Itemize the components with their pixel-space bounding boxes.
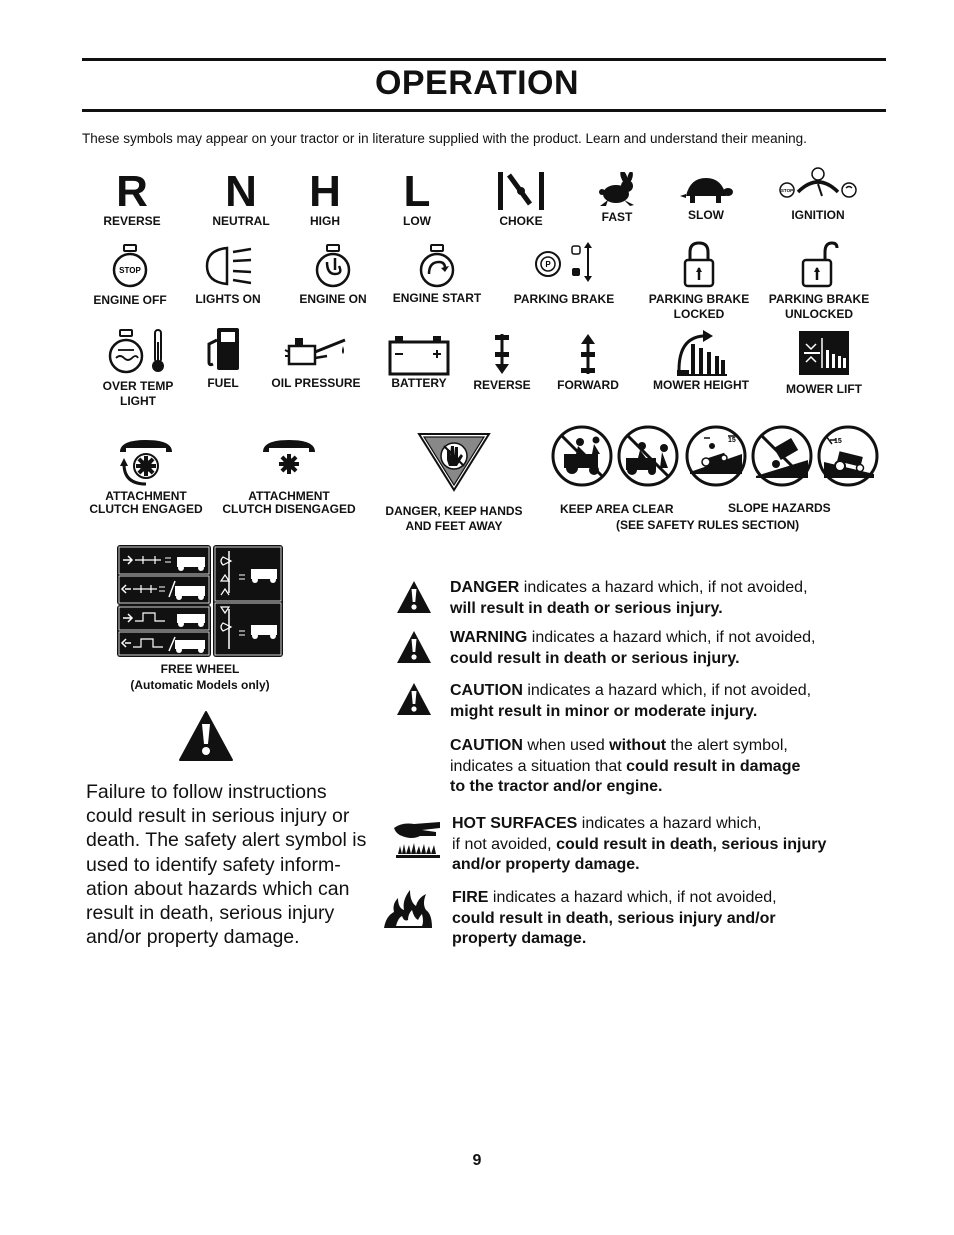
symbol-slow bbox=[676, 174, 736, 223]
warning-definition bbox=[450, 628, 816, 669]
hot-line2a: if not avoided, bbox=[452, 835, 557, 853]
symbol-oil-pressure bbox=[266, 332, 366, 391]
no-bystanders-icon bbox=[616, 424, 680, 488]
parking-brake-label: PARKING BRAKE bbox=[513, 292, 615, 306]
keep-area-clear-icons bbox=[550, 424, 880, 490]
danger-word: DANGER bbox=[450, 579, 520, 596]
svg-text:STOP: STOP bbox=[119, 266, 141, 275]
pb-unlocked-label-1: PARKING BRAKE bbox=[768, 292, 870, 306]
free-wheel-panel-1 bbox=[117, 545, 211, 605]
clutch-disengaged-label-2: CLUTCH DISENGAGED bbox=[222, 502, 356, 516]
symbol-engine-off bbox=[90, 244, 170, 308]
hot-surfaces-definition bbox=[452, 814, 826, 876]
intro-text: These symbols may appear on your tractor or in literature supplied with the product. Learn and understand their meaning. bbox=[82, 131, 807, 146]
oil-pressure-label: OIL PRESSURE bbox=[271, 376, 361, 390]
page-title: OPERATION bbox=[374, 64, 580, 102]
hot-line2b: could result in death, serious injury bbox=[556, 835, 827, 853]
top-rule bbox=[82, 58, 886, 61]
fire-icon bbox=[382, 886, 434, 930]
caution-no-symbol-definition bbox=[450, 736, 800, 798]
symbol-clutch-engaged bbox=[84, 436, 208, 516]
clutch-engaged-label-1: ATTACHMENT bbox=[105, 489, 187, 503]
hot-word: HOT SURFACES bbox=[452, 815, 578, 832]
reverse-arrow-icon bbox=[489, 332, 515, 376]
symbol-ignition bbox=[776, 166, 860, 223]
danger-rest: indicates a hazard which, if not avoided, bbox=[519, 579, 808, 596]
caution2-line3: to the tractor and/or engine. bbox=[450, 778, 663, 795]
slope-tipping-icon bbox=[816, 424, 880, 488]
symbol-fuel bbox=[196, 326, 250, 391]
symbol-danger-hands bbox=[378, 432, 530, 534]
svg-text:STOP: STOP bbox=[780, 188, 794, 193]
symbol-mower-lift bbox=[780, 330, 868, 397]
no-riders-icon bbox=[550, 424, 614, 488]
symbol-pb-locked bbox=[644, 240, 754, 322]
caution-alert-icon bbox=[396, 682, 432, 716]
symbol-low bbox=[392, 167, 442, 229]
symbol-engine-start bbox=[388, 244, 486, 306]
svg-text:P: P bbox=[545, 260, 551, 269]
hand-hazard-icon bbox=[417, 432, 491, 494]
lock-open-icon bbox=[799, 240, 839, 288]
fire-line2: could result in death, serious injury and/or bbox=[452, 909, 776, 927]
over-temp-label-2: LIGHT bbox=[120, 394, 156, 408]
pb-locked-label-2: LOCKED bbox=[673, 307, 725, 321]
symbol-parking-brake bbox=[508, 240, 620, 307]
symbol-fast bbox=[592, 172, 642, 225]
danger-consequence: will result in death or serious injury. bbox=[450, 599, 723, 617]
battery-label: BATTERY bbox=[391, 376, 447, 390]
danger-alert-icon bbox=[396, 580, 432, 614]
engine-off-label: ENGINE OFF bbox=[93, 293, 167, 307]
symbol-over-temp bbox=[96, 328, 180, 409]
slope-sideways-icon bbox=[750, 424, 814, 488]
forward-arrow-icon bbox=[575, 332, 601, 376]
warning-consequence: could result in death or serious injury. bbox=[450, 649, 740, 667]
engine-on-icon bbox=[313, 244, 353, 288]
mower-lift-icon bbox=[798, 330, 850, 376]
clutch-disengaged-label-1: ATTACHMENT bbox=[248, 489, 330, 503]
caution2-line2b: could result in damage bbox=[626, 757, 801, 775]
reverse-label: REVERSE bbox=[103, 214, 161, 228]
symbol-lights-on bbox=[192, 244, 264, 307]
battery-icon bbox=[387, 334, 451, 376]
free-wheel-label-2: (Automatic Models only) bbox=[130, 678, 270, 692]
caution2-word: CAUTION bbox=[450, 737, 523, 754]
caution2-mid2: the alert symbol, bbox=[666, 737, 788, 754]
neutral-glyph: N bbox=[225, 167, 257, 216]
engine-off-icon bbox=[110, 244, 150, 288]
safety-alert-icon bbox=[178, 710, 234, 762]
failure-warning-text: Failure to follow instructions could result in serious injury or death. The safety alert symbol is used to identify safety inform-ation about hazards which can result in death, serious injury and/or property damage. bbox=[86, 781, 367, 949]
symbol-reverse-dir bbox=[470, 332, 534, 393]
high-glyph: H bbox=[309, 167, 341, 216]
svg-text:15: 15 bbox=[728, 437, 736, 444]
choke-label: CHOKE bbox=[499, 214, 543, 228]
symbol-choke bbox=[490, 170, 552, 229]
caution-word: CAUTION bbox=[450, 682, 523, 699]
rabbit-icon bbox=[594, 172, 640, 208]
clutch-engaged-icon bbox=[116, 436, 176, 488]
symbol-neutral bbox=[206, 167, 276, 229]
caution2-mid1: when used bbox=[522, 737, 610, 754]
pb-unlocked-label-2: UNLOCKED bbox=[785, 307, 853, 321]
svg-text:15: 15 bbox=[834, 438, 842, 445]
forward-label: FORWARD bbox=[557, 378, 619, 392]
neutral-label: NEUTRAL bbox=[212, 214, 270, 228]
symbol-pb-unlocked bbox=[764, 240, 874, 322]
over-temp-label-1: OVER TEMP bbox=[102, 379, 174, 393]
slope-uphill-icon bbox=[684, 424, 748, 488]
danger-hands-label-1: DANGER, KEEP HANDS bbox=[385, 504, 523, 518]
high-label: HIGH bbox=[310, 214, 340, 228]
caution-definition bbox=[450, 681, 811, 722]
free-wheel-push-icon bbox=[117, 545, 211, 605]
engine-start-icon bbox=[417, 244, 457, 288]
danger-hands-label-2: AND FEET AWAY bbox=[405, 519, 503, 533]
fire-word: FIRE bbox=[452, 889, 489, 906]
parking-brake-icon bbox=[532, 240, 596, 284]
fire-rest: indicates a hazard which, if not avoided, bbox=[488, 889, 777, 906]
danger-definition bbox=[450, 578, 808, 619]
fuel-label: FUEL bbox=[207, 376, 239, 390]
warning-word: WARNING bbox=[450, 629, 528, 646]
fire-line3: property damage. bbox=[452, 930, 587, 947]
clutch-disengaged-icon bbox=[259, 436, 319, 488]
hot-line3: and/or property damage. bbox=[452, 856, 640, 873]
lights-on-label: LIGHTS ON bbox=[195, 292, 261, 306]
reverse-dir-label: REVERSE bbox=[473, 378, 531, 392]
pb-locked-label-1: PARKING BRAKE bbox=[648, 292, 750, 306]
symbol-forward bbox=[552, 332, 624, 393]
oil-can-icon bbox=[281, 332, 351, 370]
symbol-high bbox=[300, 167, 350, 229]
choke-icon bbox=[494, 170, 548, 212]
turtle-icon bbox=[678, 174, 734, 206]
free-wheel-tow-icon bbox=[117, 605, 211, 657]
warning-alert-icon bbox=[396, 630, 432, 664]
ignition-icon bbox=[776, 166, 860, 204]
headlight-icon bbox=[201, 244, 255, 288]
clutch-engaged-label-2: CLUTCH ENGAGED bbox=[89, 502, 203, 516]
engine-start-label: ENGINE START bbox=[392, 291, 482, 305]
free-wheel-label-1: FREE WHEEL bbox=[160, 662, 240, 676]
symbol-clutch-disengaged bbox=[218, 436, 360, 516]
slow-label: SLOW bbox=[688, 208, 724, 222]
warning-rest: indicates a hazard which, if not avoided, bbox=[527, 629, 816, 646]
fuel-pump-icon bbox=[203, 326, 243, 372]
free-wheel-panel-2 bbox=[117, 605, 211, 657]
slope-hazards-label: SLOPE HAZARDS bbox=[728, 501, 831, 515]
low-glyph: L bbox=[403, 167, 431, 216]
free-wheel-panel-3 bbox=[213, 545, 283, 657]
hot-rest: indicates a hazard which, bbox=[577, 815, 762, 832]
caution2-line2a: indicates a situation that bbox=[450, 757, 627, 775]
lock-closed-icon bbox=[681, 240, 717, 288]
mower-lift-label: MOWER LIFT bbox=[786, 382, 862, 396]
caution-consequence: might result in minor or moderate injury. bbox=[450, 702, 758, 720]
caution2-without: without bbox=[609, 737, 667, 754]
symbol-reverse bbox=[102, 167, 162, 229]
keep-area-clear-label: KEEP AREA CLEAR bbox=[560, 502, 674, 516]
caution-rest: indicates a hazard which, if not avoided, bbox=[522, 682, 812, 699]
fire-definition bbox=[452, 888, 777, 950]
free-wheel-lever-icon bbox=[213, 545, 283, 657]
mower-height-label: MOWER HEIGHT bbox=[653, 378, 749, 392]
page-number: 9 bbox=[472, 1152, 482, 1169]
engine-on-label: ENGINE ON bbox=[299, 292, 367, 306]
fast-label: FAST bbox=[601, 210, 633, 224]
thermometer-icon bbox=[106, 328, 170, 374]
ignition-label: IGNITION bbox=[791, 208, 845, 222]
symbol-battery bbox=[386, 334, 452, 391]
mower-height-icon bbox=[673, 330, 729, 378]
see-safety-label: (SEE SAFETY RULES SECTION) bbox=[616, 518, 800, 532]
symbol-mower-height bbox=[648, 330, 754, 393]
reverse-glyph: R bbox=[116, 167, 148, 216]
low-label: LOW bbox=[403, 214, 431, 228]
title-rule bbox=[82, 109, 886, 112]
hot-surface-icon bbox=[392, 818, 444, 862]
symbol-engine-on bbox=[296, 244, 370, 307]
